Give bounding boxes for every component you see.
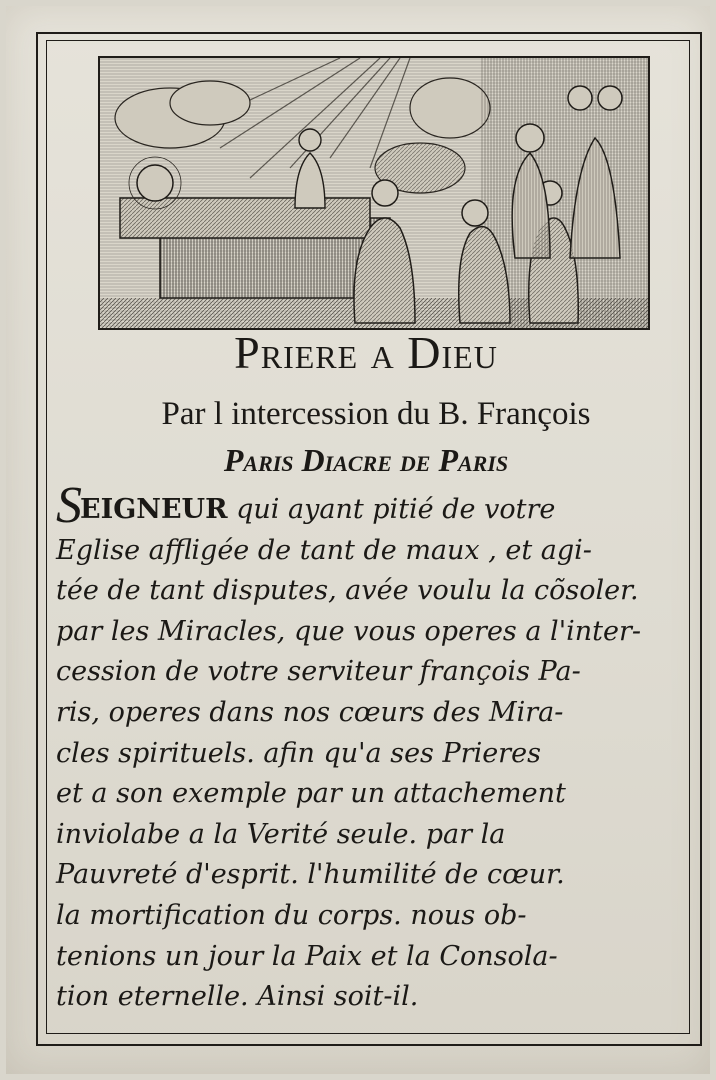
subtitle-intercession: Par l intercession du B. François <box>161 396 591 432</box>
prayer-line-1 <box>56 477 686 534</box>
deathbed-scene-engraving <box>98 56 650 330</box>
print-sheet <box>6 6 710 1074</box>
subtitle-deacon: Paris Diacre de Paris <box>223 442 509 478</box>
prayer-first-word: EIGNEUR <box>80 494 228 525</box>
prayer-line-11: la mortification du corps. nous ob- <box>56 899 527 931</box>
prayer-text <box>56 477 686 1018</box>
prayer-line-13: tion eternelle. Ainsi soit-il. <box>56 981 419 1013</box>
prayer-line-6: ris, operes dans nos cœurs des Mira- <box>56 696 564 728</box>
prayer-line-text: qui ayant pitié de votre <box>236 494 556 525</box>
prayer-line-4: par les Miracles, que vous operes a l'inter- <box>56 615 641 647</box>
prayer-line-3: tée de tant disputes, avée voulu la cõsoler. <box>56 575 639 607</box>
prayer-line-2: Eglise affligée de tant de maux , et agi- <box>56 534 592 566</box>
prayer-line-8: et a son exemple par un attachement <box>56 778 566 810</box>
page-title: Priere a Dieu <box>234 327 498 378</box>
prayer-line-12: tenions un jour la Paix et la Consola- <box>56 940 558 972</box>
prayer-line-7: cles spirituels. afin qu'a ses Prieres <box>56 737 541 769</box>
prayer-line-5: cession de votre serviteur françois Pa- <box>56 656 581 688</box>
drop-cap: S <box>56 477 82 534</box>
prayer-line-9: inviolabe a la Verité seule. par la <box>56 818 506 850</box>
prayer-line-10: Pauvreté d'esprit. l'humilité de cœur. <box>56 859 565 891</box>
